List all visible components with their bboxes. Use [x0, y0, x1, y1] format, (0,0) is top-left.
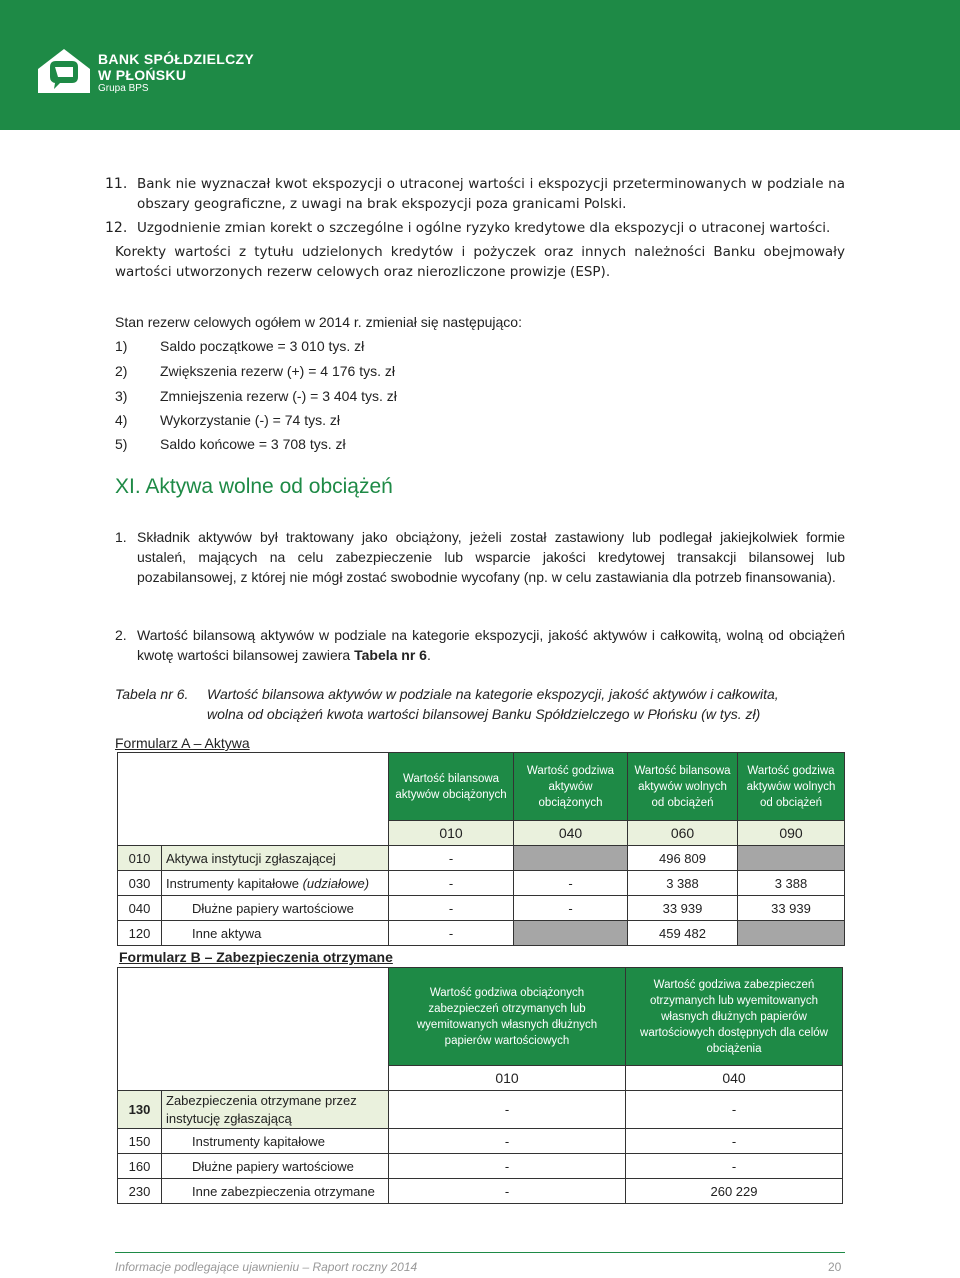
cell-value: - — [389, 1091, 626, 1129]
table-header-row — [118, 968, 843, 1066]
column-header: Wartość bilansowa aktywów wolnych od obciążeń — [628, 753, 738, 821]
table-row — [118, 846, 845, 871]
point-text-end: . — [426, 647, 431, 663]
row-label: Aktywa instytucji zgłaszającej — [162, 846, 389, 871]
table-header-row — [118, 753, 845, 821]
cell-value: - — [514, 896, 628, 921]
row-code: 120 — [118, 921, 162, 946]
table-row — [118, 1091, 843, 1129]
stan-intro: Stan rezerw celowych ogółem w 2014 r. zmieniał się następująco: — [115, 314, 522, 330]
bank-logo-icon — [36, 47, 92, 95]
cell-value: - — [514, 871, 628, 896]
list-number: 5) — [115, 436, 128, 452]
caption-line1: Wartość bilansowa aktywów w podziale na kategorie ekspozycji, jakość aktywów i całkowita, — [207, 686, 779, 702]
row-code: 230 — [118, 1179, 162, 1204]
korekty-paragraph: Korekty wartości z tytułu udzielonych kredytów i pożyczek oraz innych należności Banku obejmowały wartości utworzonych rezerw celowych oraz nierozliczone prowizje (ESP). — [115, 244, 845, 280]
list-number: 2) — [115, 363, 128, 379]
caption-label: Tabela nr 6. — [115, 686, 189, 702]
table-row — [118, 1154, 843, 1179]
footer-divider — [115, 1252, 845, 1253]
list-item: Saldo końcowe = 3 708 tys. zł — [160, 436, 346, 452]
cell-value: - — [626, 1154, 843, 1179]
item-number: 12. — [105, 220, 128, 236]
column-code: 010 — [389, 821, 514, 846]
list-item: Wykorzystanie (-) = 74 tys. zł — [160, 412, 340, 428]
item-text: Uzgodnienie zmian korekt o szczególne i ogólne ryzyko kredytowe dla ekspozycji o utraconej wartości. — [137, 220, 831, 236]
point-number: 1. — [115, 529, 127, 545]
cell-shaded — [514, 921, 628, 946]
footer-text: Informacje podlegające ujawnieniu – Raport roczny 2014 — [115, 1260, 418, 1274]
list-number: 3) — [115, 388, 128, 404]
cell-value: 33 939 — [738, 896, 845, 921]
cell-value: - — [389, 896, 514, 921]
form-b-title: Formularz B – Zabezpieczenia otrzymane — [119, 949, 393, 965]
cell-value: - — [626, 1091, 843, 1129]
row-label: Dłużne papiery wartościowe — [162, 1154, 389, 1179]
cell-value: 3 388 — [738, 871, 845, 896]
bank-name-line1: BANK SPÓŁDZIELCZY — [98, 51, 254, 67]
column-code: 010 — [389, 1066, 626, 1091]
row-label — [162, 871, 389, 896]
cell-value: - — [389, 846, 514, 871]
point-text-main: Wartość bilansową aktywów w podziale na kategorie ekspozycji, jakość aktywów i całkowitą, wolną od obciążeń kwotę wartości bilansowej zawiera — [137, 627, 845, 663]
row-code: 040 — [118, 896, 162, 921]
cell-value: 33 939 — [628, 896, 738, 921]
cell-shaded — [738, 846, 845, 871]
cell-value: - — [389, 1179, 626, 1204]
item-text: Bank nie wyznaczał kwot ekspozycji o utraconej wartości i ekspozycji przeterminowanych w podziale na obszary geograficzne, z uwagi na brak ekspozycji poza granicami Polski. — [137, 176, 845, 212]
column-header: Wartość bilansowa aktywów obciążonych — [389, 753, 514, 821]
list-number: 1) — [115, 338, 128, 354]
cell-value: 3 388 — [628, 871, 738, 896]
bank-group: Grupa BPS — [98, 83, 149, 94]
item-number: 11. — [105, 176, 128, 192]
table-row — [118, 896, 845, 921]
cell-value: - — [626, 1129, 843, 1154]
row-label: Instrumenty kapitałowe — [162, 1129, 389, 1154]
cell-value: 496 809 — [628, 846, 738, 871]
form-b-table — [117, 967, 843, 1204]
point-number: 2. — [115, 627, 127, 643]
table-row — [118, 921, 845, 946]
cell-shaded — [738, 921, 845, 946]
list-item: Zwiększenia rezerw (+) = 4 176 tys. zł — [160, 363, 395, 379]
column-header: Wartość godziwa aktywów obciążonych — [514, 753, 628, 821]
cell-value: - — [389, 871, 514, 896]
cell-value: - — [389, 1154, 626, 1179]
bank-name — [98, 52, 254, 82]
list-number: 4) — [115, 412, 128, 428]
point-text: Składnik aktywów był traktowany jako obciążony, jeżeli został zastawiony lub podlegał jakiejkolwiek formie ustaleń, mających na celu zabezpieczenie lub wsparcie jakości kredytowej transakcji bilansowej lub pozabilansowej, z której nie mógł zostać swobodnie wycofany (np. w celu zastawiania dla potrzeb finansowania). — [137, 529, 845, 585]
column-header: Wartość godziwa zabezpieczeń otrzymanych lub wyemitowanych własnych dłużnych papierów wartościowych dostępnych dla celów obciążenia — [626, 968, 843, 1066]
header-band — [0, 0, 960, 130]
section-title: XI. Aktywa wolne od obciążeń — [115, 475, 393, 498]
row-code: 030 — [118, 871, 162, 896]
column-code: 040 — [514, 821, 628, 846]
cell-value: - — [389, 1129, 626, 1154]
form-a-title: Formularz A – Aktywa — [115, 735, 250, 751]
table-reference: Tabela nr 6 — [354, 647, 427, 663]
table-row — [118, 1129, 843, 1154]
bank-name-line2: W PŁOŃSKU — [98, 67, 187, 83]
empty-corner-cell — [118, 753, 389, 846]
list-item: Saldo początkowe = 3 010 tys. zł — [160, 338, 365, 354]
row-code: 160 — [118, 1154, 162, 1179]
row-label-italic: (udziałowe) — [302, 875, 370, 891]
row-label: Inne aktywa — [162, 921, 389, 946]
row-code: 150 — [118, 1129, 162, 1154]
column-header: Wartość godziwa obciążonych zabezpieczeń otrzymanych lub wyemitowanych własnych dłużnych papierów wartościowych — [389, 968, 626, 1066]
column-code: 060 — [628, 821, 738, 846]
column-code: 040 — [626, 1066, 843, 1091]
list-item: Zmniejszenia rezerw (-) = 3 404 tys. zł — [160, 388, 397, 404]
form-a-table — [117, 752, 845, 946]
table-row — [118, 871, 845, 896]
cell-shaded — [514, 846, 628, 871]
page-number: 20 — [828, 1260, 842, 1274]
column-code: 090 — [738, 821, 845, 846]
row-label: Inne zabezpieczenia otrzymane — [162, 1179, 389, 1204]
point-text — [137, 625, 845, 665]
cell-value: 459 482 — [628, 921, 738, 946]
row-label: Dłużne papiery wartościowe — [162, 896, 389, 921]
empty-corner-cell — [118, 968, 389, 1091]
column-header: Wartość godziwa aktywów wolnych od obciążeń — [738, 753, 845, 821]
row-label-main: Instrumenty kapitałowe — [166, 875, 303, 891]
row-code: 130 — [118, 1091, 162, 1129]
caption-line2: wolna od obciążeń kwota wartości bilansowej Banku Spółdzielczego w Płońsku (w tys. zł) — [207, 706, 761, 722]
row-label: Zabezpieczenia otrzymane przez instytucję zgłaszającą — [162, 1091, 389, 1129]
table-row — [118, 1179, 843, 1204]
cell-value: - — [389, 921, 514, 946]
row-code: 010 — [118, 846, 162, 871]
cell-value: 260 229 — [626, 1179, 843, 1204]
